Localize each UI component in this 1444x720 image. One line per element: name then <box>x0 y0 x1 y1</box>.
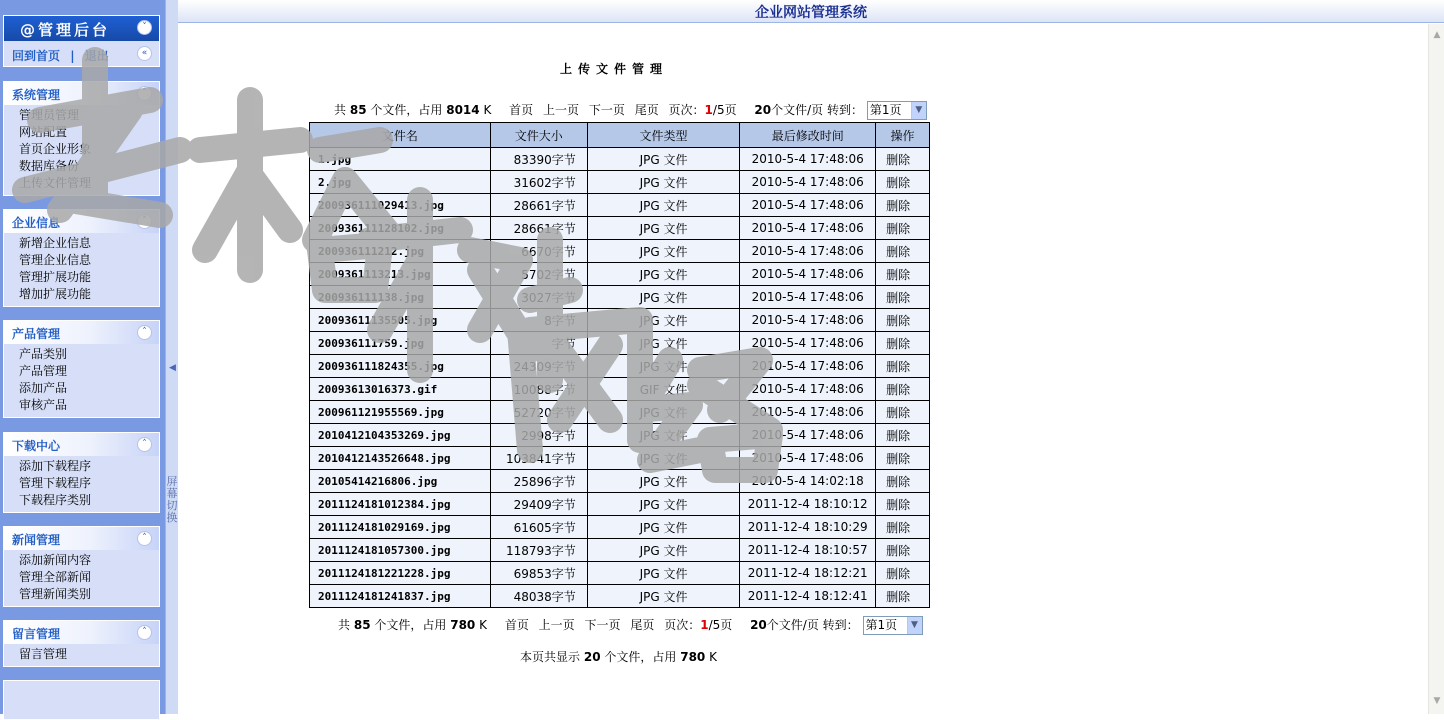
collapse-all-icon[interactable]: ˅ <box>137 20 152 35</box>
file-size-cell: 28661字节 <box>490 194 587 217</box>
file-type-cell: JPG 文件 <box>587 309 740 332</box>
sidebar-panel <box>3 620 160 667</box>
file-time-cell: 2011-12-4 18:12:41 <box>740 585 876 608</box>
table-row <box>310 470 930 493</box>
pager-mid: 个文件，占用 <box>374 618 447 632</box>
total-size: 8014 <box>446 103 480 117</box>
delete-link[interactable]: 删除 <box>876 539 930 562</box>
file-time-cell: 2010-5-4 17:48:06 <box>740 194 876 217</box>
file-time-cell: 2011-12-4 18:10:12 <box>740 493 876 516</box>
per-page-count: 20 <box>754 103 772 117</box>
sidebar-panel-header[interactable] <box>4 321 159 344</box>
next-page-link[interactable]: 下一页 <box>588 103 625 117</box>
file-rows <box>310 148 930 608</box>
file-name-cell: 2011124181012384.jpg <box>310 493 491 516</box>
sidebar-panel <box>3 432 160 513</box>
delete-link[interactable]: 删除 <box>876 585 930 608</box>
chevron-up-icon[interactable]: ˄ <box>137 86 152 101</box>
file-size-cell: 48038字节 <box>490 585 587 608</box>
sidebar-item[interactable]: 审核产品 <box>19 398 68 412</box>
goto-label: 转到： <box>822 618 859 632</box>
file-time-cell: 2010-5-4 17:48:06 <box>740 171 876 194</box>
table-row <box>310 194 930 217</box>
file-size-cell: 6670字节 <box>490 240 587 263</box>
file-time-cell: 2010-5-4 17:48:06 <box>740 355 876 378</box>
file-time-cell: 2010-5-4 14:02:18 <box>740 470 876 493</box>
file-size-cell: 8字节 <box>490 309 587 332</box>
file-time-cell: 2010-5-4 17:48:06 <box>740 332 876 355</box>
file-name-cell: 200961121955569.jpg <box>310 401 491 424</box>
sidebar-panel-body <box>4 550 159 606</box>
sidebar-panel <box>3 209 160 307</box>
file-count: 85 <box>349 103 367 117</box>
table-row <box>310 332 930 355</box>
sidebar-panel-header[interactable] <box>4 82 159 105</box>
summary-prefix: 本页共显示 <box>520 650 581 664</box>
file-size-cell: 103841字节 <box>490 447 587 470</box>
file-type-cell: JPG 文件 <box>587 286 740 309</box>
sidebar-item[interactable]: 产品类别 <box>19 347 68 361</box>
delete-link[interactable]: 删除 <box>876 355 930 378</box>
page-total: /5页 <box>712 103 737 117</box>
pager-top <box>334 100 927 120</box>
file-size-cell: 10088字节 <box>490 378 587 401</box>
per-page-label: 个文件/页 <box>771 103 824 117</box>
sidebar-panel <box>3 526 160 607</box>
delete-link[interactable]: 删除 <box>876 562 930 585</box>
sidebar-splitter[interactable] <box>165 0 178 714</box>
file-size-cell: 2998字节 <box>490 424 587 447</box>
summary-count: 20 <box>583 650 601 664</box>
file-type-cell: GIF 文件 <box>587 378 740 401</box>
table-header-row <box>310 123 930 148</box>
admin-title: @管理后台 <box>20 21 111 39</box>
delete-link[interactable]: 删除 <box>876 516 930 539</box>
sidebar-panel-body <box>4 644 159 666</box>
file-size-cell: 字节 <box>490 332 587 355</box>
sidebar-panel-body <box>4 233 159 306</box>
page-summary <box>520 647 717 667</box>
sidebar-panel-title[interactable]: 企业信息 <box>12 216 61 230</box>
table-row <box>310 424 930 447</box>
file-time-cell: 2011-12-4 18:12:21 <box>740 562 876 585</box>
sidebar-item[interactable]: 产品管理 <box>19 364 68 378</box>
table-row <box>310 309 930 332</box>
file-name-cell: 2009361113213.jpg <box>310 263 491 286</box>
sidebar-panel-header[interactable] <box>4 433 159 456</box>
file-type-cell: JPG 文件 <box>587 470 740 493</box>
table-row <box>310 148 930 171</box>
file-name-cell: 200936111029413.jpg <box>310 194 491 217</box>
first-page-link[interactable]: 首页 <box>509 103 534 117</box>
page-label: 页次： <box>668 103 705 117</box>
file-name-cell: 200936111824355.jpg <box>310 355 491 378</box>
sidebar-item[interactable]: 添加下载程序 <box>19 459 92 473</box>
page-title: 上传文件管理 <box>560 62 669 76</box>
chevron-up-icon[interactable]: ˄ <box>137 214 152 229</box>
file-time-cell: 2010-5-4 17:48:06 <box>740 286 876 309</box>
chevron-up-icon[interactable]: ˄ <box>137 625 152 640</box>
table-row <box>310 562 930 585</box>
file-table <box>309 122 930 608</box>
file-name-cell: 2010412143526648.jpg <box>310 447 491 470</box>
sidebar-item[interactable]: 增加扩展功能 <box>19 287 92 301</box>
file-name-cell: 200936111128102.jpg <box>310 217 491 240</box>
table-row <box>310 171 930 194</box>
file-size-cell: 3027字节 <box>490 286 587 309</box>
sidebar-item[interactable]: 上传文件管理 <box>19 176 92 190</box>
file-name-cell: 2010412104353269.jpg <box>310 424 491 447</box>
file-type-cell: JPG 文件 <box>587 493 740 516</box>
vertical-scrollbar[interactable] <box>1428 24 1444 714</box>
goto-label: 转到： <box>827 103 864 117</box>
file-name-cell: 200936111212.jpg <box>310 240 491 263</box>
file-type-cell: JPG 文件 <box>587 171 740 194</box>
sidebar-item[interactable]: 网站配置 <box>19 125 68 139</box>
delete-link[interactable]: 删除 <box>876 217 930 240</box>
page-select-value: 第1页 <box>869 103 902 117</box>
sidebar <box>0 0 165 714</box>
sidebar-panel <box>3 81 160 196</box>
file-time-cell: 2011-12-4 18:10:57 <box>740 539 876 562</box>
file-time-cell: 2010-5-4 17:48:06 <box>740 378 876 401</box>
delete-link[interactable]: 删除 <box>876 309 930 332</box>
file-name-cell: 2.jpg <box>310 171 491 194</box>
delete-link[interactable]: 删除 <box>876 493 930 516</box>
file-type-cell: JPG 文件 <box>587 263 740 286</box>
sidebar-panel-header[interactable] <box>4 621 159 644</box>
file-time-cell: 2010-5-4 17:48:06 <box>740 309 876 332</box>
column-header-action: 操作 <box>876 123 930 148</box>
delete-link[interactable]: 删除 <box>876 424 930 447</box>
delete-link[interactable]: 删除 <box>876 332 930 355</box>
file-time-cell: 2010-5-4 17:48:06 <box>740 401 876 424</box>
file-type-cell: JPG 文件 <box>587 355 740 378</box>
file-time-cell: 2010-5-4 17:48:06 <box>740 424 876 447</box>
sidebar-item[interactable]: 留言管理 <box>19 647 68 661</box>
delete-link[interactable]: 删除 <box>876 194 930 217</box>
column-header-type: 文件类型 <box>587 123 740 148</box>
prev-page-link[interactable]: 上一页 <box>543 103 580 117</box>
header-bar <box>178 0 1444 23</box>
file-type-cell: JPG 文件 <box>587 148 740 171</box>
file-name-cell: 200936111138.jpg <box>310 286 491 309</box>
splitter-arrow-icon[interactable]: ◀ <box>169 363 176 373</box>
pager-bottom <box>338 615 923 635</box>
page-select[interactable] <box>867 101 927 120</box>
prev-page-link[interactable]: 上一页 <box>538 618 575 632</box>
sidebar-item[interactable]: 管理下载程序 <box>19 476 92 490</box>
sidebar-panel <box>3 320 160 418</box>
file-size-cell: 61605字节 <box>490 516 587 539</box>
admin-panel <box>3 15 160 67</box>
file-name-cell: 2011124181029169.jpg <box>310 516 491 539</box>
last-page-link[interactable]: 尾页 <box>634 103 659 117</box>
file-time-cell: 2010-5-4 17:48:06 <box>740 240 876 263</box>
file-size-cell: 69853字节 <box>490 562 587 585</box>
sidebar-item[interactable]: 管理员管理 <box>19 108 80 122</box>
file-type-cell: JPG 文件 <box>587 424 740 447</box>
sidebar-item[interactable]: 管理企业信息 <box>19 253 92 267</box>
page-select-value: 第1页 <box>865 618 898 632</box>
file-type-cell: JPG 文件 <box>587 194 740 217</box>
sidebar-panel-body <box>4 105 159 195</box>
sidebar-panel-title[interactable]: 系统管理 <box>12 88 61 102</box>
file-name-cell: 1.jpg <box>310 148 491 171</box>
scroll-up-icon[interactable]: ▲ <box>1433 30 1441 40</box>
pager-mid: 个文件，占用 <box>370 103 443 117</box>
pager-prefix: 共 <box>334 103 347 117</box>
sidebar-panel-title[interactable]: 产品管理 <box>12 327 61 341</box>
table-row <box>310 240 930 263</box>
sidebar-panel-body <box>4 456 159 512</box>
chevron-up-icon[interactable]: ˄ <box>137 437 152 452</box>
table-row <box>310 447 930 470</box>
current-page: 1 <box>700 618 709 632</box>
sidebar-item[interactable]: 管理全部新闻 <box>19 570 92 584</box>
file-name-cell: 200936111759.jpg <box>310 332 491 355</box>
last-page-link[interactable]: 尾页 <box>630 618 655 632</box>
link-separator: | <box>70 49 75 63</box>
per-page-label: 个文件/页 <box>766 618 819 632</box>
sidebar-item[interactable]: 管理新闻类别 <box>19 587 92 601</box>
sidebar-item[interactable]: 新增企业信息 <box>19 236 92 250</box>
home-link[interactable]: 回到首页 <box>12 49 61 63</box>
delete-link[interactable]: 删除 <box>876 148 930 171</box>
table-row <box>310 286 930 309</box>
delete-link[interactable]: 删除 <box>876 447 930 470</box>
file-time-cell: 2010-5-4 17:48:06 <box>740 263 876 286</box>
delete-link[interactable]: 删除 <box>876 470 930 493</box>
delete-link[interactable]: 删除 <box>876 378 930 401</box>
table-row <box>310 493 930 516</box>
table-row <box>310 217 930 240</box>
size-unit: K <box>479 618 487 632</box>
admin-panel-header <box>4 16 159 41</box>
file-type-cell: JPG 文件 <box>587 562 740 585</box>
file-size-cell: 25896字节 <box>490 470 587 493</box>
first-page-link[interactable]: 首页 <box>504 618 529 632</box>
file-size-cell: 5702字节 <box>490 263 587 286</box>
table-row <box>310 401 930 424</box>
table-row <box>310 355 930 378</box>
delete-link[interactable]: 删除 <box>876 263 930 286</box>
summary-mid: 个文件，占用 <box>604 650 677 664</box>
total-size: 780 <box>450 618 476 632</box>
chevron-down-icon[interactable]: ▼ <box>907 617 922 634</box>
sidebar-panel-partial <box>3 680 160 720</box>
sidebar-item[interactable]: 管理扩展功能 <box>19 270 92 284</box>
file-size-cell: 24309字节 <box>490 355 587 378</box>
screen-toggle-label[interactable]: 屏幕切换 <box>166 475 178 524</box>
pager-prefix: 共 <box>338 618 351 632</box>
summary-unit: K <box>709 650 717 664</box>
file-size-cell: 29409字节 <box>490 493 587 516</box>
table-row <box>310 378 930 401</box>
column-header-size: 文件大小 <box>490 123 587 148</box>
summary-size: 780 <box>680 650 706 664</box>
delete-link[interactable]: 删除 <box>876 240 930 263</box>
delete-link[interactable]: 删除 <box>876 401 930 424</box>
file-time-cell: 2010-5-4 17:48:06 <box>740 148 876 171</box>
chevron-up-icon[interactable]: ˄ <box>137 531 152 546</box>
per-page-count: 20 <box>750 618 767 632</box>
file-type-cell: JPG 文件 <box>587 240 740 263</box>
file-type-cell: JPG 文件 <box>587 447 740 470</box>
file-size-cell: 52720字节 <box>490 401 587 424</box>
sidebar-panel-body <box>4 344 159 417</box>
sidebar-panel-header[interactable] <box>4 527 159 550</box>
sidebar-panel-header[interactable] <box>4 210 159 233</box>
file-type-cell: JPG 文件 <box>587 585 740 608</box>
file-name-cell: 20093611135505.jpg <box>310 309 491 332</box>
file-name-cell: 20093613016373.gif <box>310 378 491 401</box>
sidebar-panel-title[interactable]: 留言管理 <box>12 627 61 641</box>
file-type-cell: JPG 文件 <box>587 539 740 562</box>
delete-link[interactable]: 删除 <box>876 171 930 194</box>
sidebar-item[interactable]: 下载程序类别 <box>19 493 92 507</box>
sidebar-panel-title[interactable]: 新闻管理 <box>12 533 61 547</box>
page-total: /5页 <box>708 618 733 632</box>
collapse-sidebar-icon[interactable]: « <box>137 46 152 61</box>
file-name-cell: 2011124181057300.jpg <box>310 539 491 562</box>
file-name-cell: 2011124181221228.jpg <box>310 562 491 585</box>
file-size-cell: 31602字节 <box>490 171 587 194</box>
table-row <box>310 539 930 562</box>
column-header-name: 文件名 <box>310 123 491 148</box>
sidebar-panel-title[interactable]: 下载中心 <box>12 439 61 453</box>
file-type-cell: JPG 文件 <box>587 516 740 539</box>
logout-link[interactable]: 退出 <box>84 49 109 63</box>
table-row <box>310 263 930 286</box>
size-unit: K <box>483 103 492 117</box>
chevron-up-icon[interactable]: ˄ <box>137 325 152 340</box>
file-name-cell: 20105414216806.jpg <box>310 470 491 493</box>
next-page-link[interactable]: 下一页 <box>584 618 621 632</box>
sidebar-item[interactable]: 首页企业形象 <box>19 142 92 156</box>
column-header-time: 最后修改时间 <box>740 123 876 148</box>
delete-link[interactable]: 删除 <box>876 286 930 309</box>
file-time-cell: 2010-5-4 17:48:06 <box>740 447 876 470</box>
table-row <box>310 585 930 608</box>
table-row <box>310 516 930 539</box>
file-size-cell: 118793字节 <box>490 539 587 562</box>
file-type-cell: JPG 文件 <box>587 401 740 424</box>
scroll-down-icon[interactable]: ▼ <box>1433 696 1441 706</box>
sidebar-item[interactable]: 添加新闻内容 <box>19 553 92 567</box>
system-title: 企业网站管理系统 <box>755 5 867 21</box>
file-size-cell: 28661字节 <box>490 217 587 240</box>
file-type-cell: JPG 文件 <box>587 217 740 240</box>
file-size-cell: 83390字节 <box>490 148 587 171</box>
file-time-cell: 2010-5-4 17:48:06 <box>740 217 876 240</box>
file-count: 85 <box>353 618 371 632</box>
page-label: 页次： <box>664 618 701 632</box>
file-type-cell: JPG 文件 <box>587 332 740 355</box>
file-name-cell: 2011124181241837.jpg <box>310 585 491 608</box>
page-select[interactable] <box>863 616 923 635</box>
chevron-down-icon[interactable]: ▼ <box>911 102 926 119</box>
sidebar-item[interactable]: 添加产品 <box>19 381 68 395</box>
admin-links <box>12 47 109 64</box>
sidebar-item[interactable]: 数据库备份 <box>19 159 80 173</box>
file-time-cell: 2011-12-4 18:10:29 <box>740 516 876 539</box>
current-page: 1 <box>704 103 713 117</box>
